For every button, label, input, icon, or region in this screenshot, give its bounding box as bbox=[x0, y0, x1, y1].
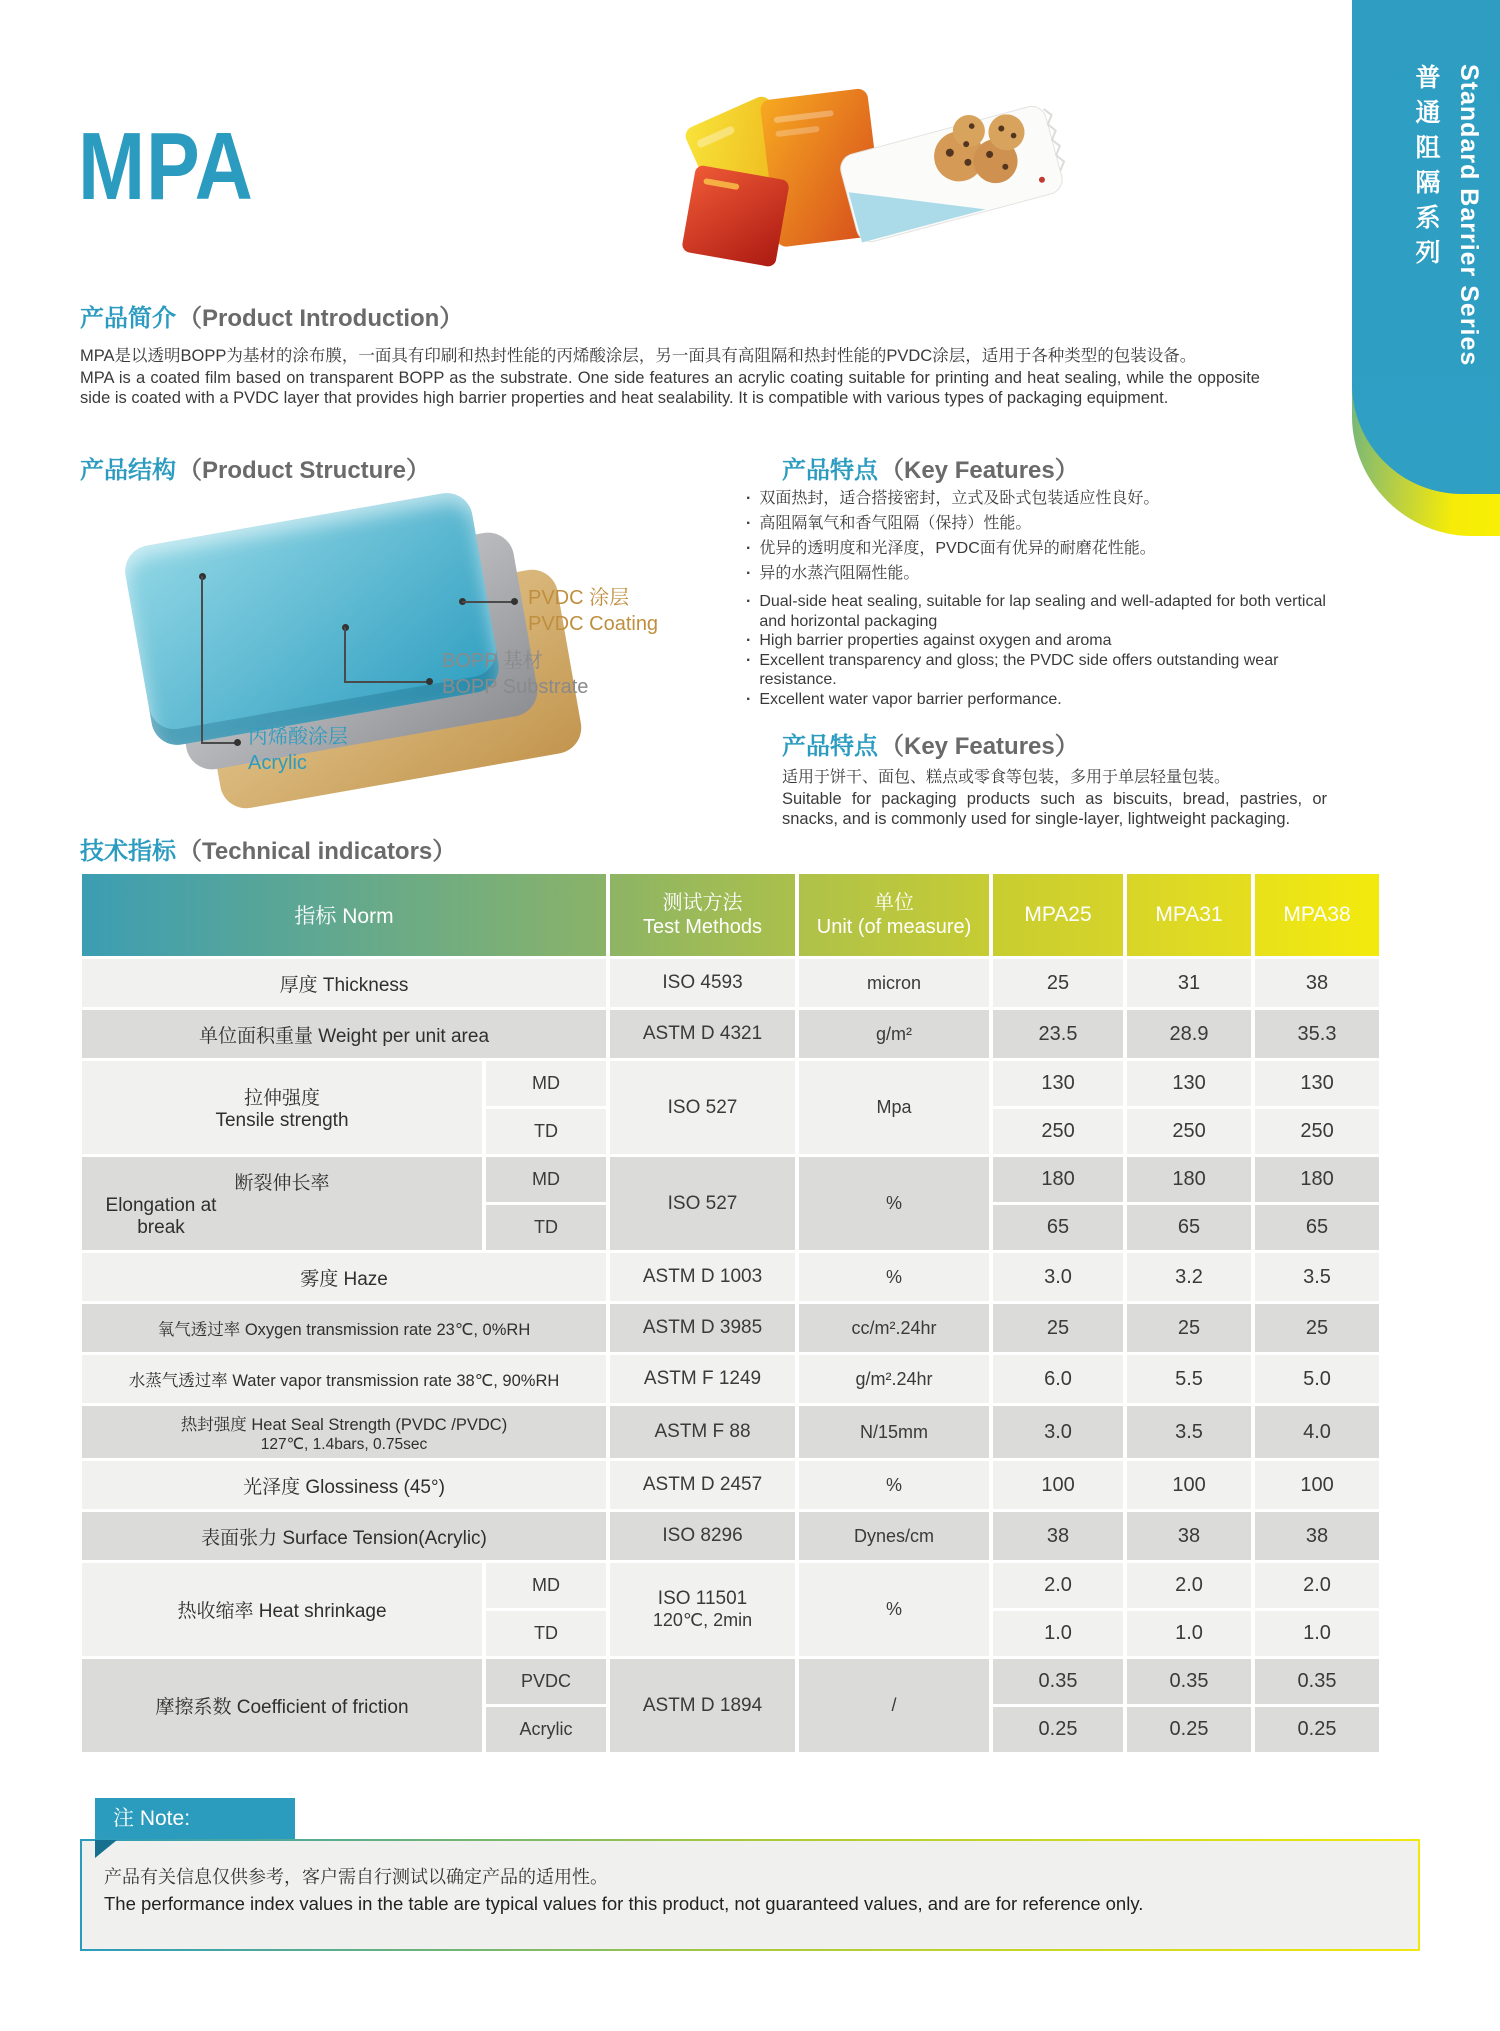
value-mpa38: 1.0 bbox=[1255, 1611, 1379, 1656]
feature-bullet-en: · High barrier properties against oxygen and aroma bbox=[746, 631, 1346, 651]
value-mpa38: 65 bbox=[1255, 1205, 1379, 1250]
table-row-friction-pvdc bbox=[82, 1659, 1379, 1704]
acrylic-label bbox=[248, 724, 348, 776]
page-title: MPA bbox=[78, 113, 254, 220]
feature-bullet-cn: · 高阻隔氧气和香气阻隔（保持）性能。 bbox=[746, 511, 1159, 536]
pvdc-connector-dot-end bbox=[511, 598, 518, 605]
row-label: 光泽度 Glossiness (45°) bbox=[82, 1461, 606, 1509]
row-label: 热收缩率 Heat shrinkage bbox=[82, 1563, 482, 1656]
value-mpa31: 5.5 bbox=[1127, 1355, 1251, 1403]
value-mpa38: 38 bbox=[1255, 959, 1379, 1007]
row-unit: % bbox=[799, 1461, 989, 1509]
table-row-heatseal bbox=[82, 1406, 1379, 1458]
intro-paragraph-en: MPA is a coated film based on transparent BOPP as the substrate. One side features an acrylic coating suitable for printing and heat sealing, while the opposite side is coated with a PVDC layer that provides high barrier properties and heat sealability. It is compatible with various types of packaging equipment. bbox=[80, 369, 1260, 407]
acrylic-label-cn: 丙烯酸涂层 bbox=[248, 726, 348, 748]
structure-heading-en: （Product Structure） bbox=[178, 457, 431, 484]
features2-heading-en: （Key Features） bbox=[880, 733, 1079, 760]
intro-heading-en: （Product Introduction） bbox=[178, 305, 464, 332]
row-method: ISO 4593 bbox=[610, 959, 795, 1007]
note-box bbox=[80, 1839, 1420, 1951]
value-mpa31: 28.9 bbox=[1127, 1010, 1251, 1058]
tech-heading bbox=[80, 831, 456, 866]
row-label-en: Tensile strength bbox=[215, 1110, 349, 1131]
table-row-surface-tension bbox=[82, 1512, 1379, 1560]
table-header-row bbox=[82, 874, 1379, 956]
features2-heading bbox=[782, 726, 1079, 761]
row-method: ASTM D 2457 bbox=[610, 1461, 795, 1509]
row-unit: cc/m².24hr bbox=[799, 1304, 989, 1352]
value-mpa38: 38 bbox=[1255, 1512, 1379, 1560]
row-sub-td: TD bbox=[486, 1611, 606, 1656]
pvdc-label-en: PVDC Coating bbox=[528, 613, 659, 635]
row-label-en: Elongation at break bbox=[105, 1195, 217, 1238]
value-mpa38: 5.0 bbox=[1255, 1355, 1379, 1403]
value-mpa38: 2.0 bbox=[1255, 1563, 1379, 1608]
intro-heading bbox=[80, 298, 463, 333]
value-mpa25: 100 bbox=[993, 1461, 1123, 1509]
row-sub-md: MD bbox=[486, 1157, 606, 1202]
value-mpa31: 130 bbox=[1127, 1061, 1251, 1106]
series-name-cn: 普通阻隔系列 bbox=[1412, 64, 1440, 274]
row-label bbox=[82, 1061, 482, 1154]
row-unit: Dynes/cm bbox=[799, 1512, 989, 1560]
value-mpa31: 0.35 bbox=[1127, 1659, 1251, 1704]
value-mpa31: 100 bbox=[1127, 1461, 1251, 1509]
row-method-line2: 120℃, 2min bbox=[652, 1610, 753, 1630]
header-grade-mpa25: MPA25 bbox=[993, 874, 1123, 956]
header-grade-mpa31: MPA31 bbox=[1127, 874, 1251, 956]
row-label-cn: 拉伸强度 bbox=[243, 1088, 320, 1109]
value-mpa31: 38 bbox=[1127, 1512, 1251, 1560]
acrylic-connector-hline bbox=[201, 742, 237, 744]
note-tab: 注 Note: bbox=[95, 1798, 295, 1839]
intro-heading-cn: 产品简介 bbox=[80, 305, 176, 332]
row-sub-acrylic: Acrylic bbox=[486, 1707, 606, 1752]
row-sub-td: TD bbox=[486, 1109, 606, 1154]
row-label: 水蒸气透过率 Water vapor transmission rate 38℃, 90%RH bbox=[82, 1355, 606, 1403]
value-mpa25: 6.0 bbox=[993, 1355, 1123, 1403]
header-unit-en: Unit (of measure) bbox=[816, 916, 972, 938]
table-row-tensile-md bbox=[82, 1061, 1379, 1106]
series-vertical-text bbox=[1408, 64, 1483, 366]
row-unit: g/m² bbox=[799, 1010, 989, 1058]
pvdc-label-cn: PVDC 涂层 bbox=[528, 587, 630, 609]
value-mpa25: 25 bbox=[993, 959, 1123, 1007]
features1-heading-cn: 产品特点 bbox=[782, 457, 878, 484]
table-row-shrinkage-md bbox=[82, 1563, 1379, 1608]
value-mpa25: 3.0 bbox=[993, 1253, 1123, 1301]
row-method: ASTM D 1003 bbox=[610, 1253, 795, 1301]
row-label-line1: 热封强度 Heat Seal Strength (PVDC /PVDC) bbox=[180, 1415, 508, 1434]
structure-heading-cn: 产品结构 bbox=[80, 457, 176, 484]
features2-text-cn: 适用于饼干、面包、糕点或零食等包装，多用于单层轻量包装。 bbox=[782, 769, 1231, 786]
bopp-label bbox=[442, 648, 588, 700]
table-row-gloss bbox=[82, 1461, 1379, 1509]
value-mpa38: 0.35 bbox=[1255, 1659, 1379, 1704]
row-unit: micron bbox=[799, 959, 989, 1007]
row-label: 厚度 Thickness bbox=[82, 959, 606, 1007]
row-method bbox=[610, 1563, 795, 1656]
value-mpa38: 4.0 bbox=[1255, 1406, 1379, 1458]
row-unit: % bbox=[799, 1157, 989, 1250]
bopp-label-en: BOPP Substrate bbox=[442, 676, 589, 698]
intro-paragraph-cn: MPA是以透明BOPP为基材的涂布膜，一面具有印刷和热封性能的丙烯酸涂层，另一面具有高阻隔和热封性能的PVDC涂层，适用于各种类型的包装设备。 bbox=[80, 347, 1197, 365]
row-method: ASTM D 4321 bbox=[610, 1010, 795, 1058]
value-mpa38: 0.25 bbox=[1255, 1707, 1379, 1752]
row-method: ISO 527 bbox=[610, 1061, 795, 1154]
acrylic-connector-vline bbox=[201, 576, 203, 744]
value-mpa31: 31 bbox=[1127, 959, 1251, 1007]
value-mpa31: 180 bbox=[1127, 1157, 1251, 1202]
value-mpa31: 2.0 bbox=[1127, 1563, 1251, 1608]
row-method: ISO 527 bbox=[610, 1157, 795, 1250]
pvdc-connector-line bbox=[462, 601, 514, 603]
tech-heading-en: （Technical indicators） bbox=[178, 838, 457, 865]
value-mpa25: 250 bbox=[993, 1109, 1123, 1154]
value-mpa31: 3.2 bbox=[1127, 1253, 1251, 1301]
feature-bullet-cn: · 双面热封，适合搭接密封，立式及卧式包装适应性良好。 bbox=[746, 486, 1159, 511]
tech-heading-cn: 技术指标 bbox=[80, 838, 176, 865]
value-mpa25: 23.5 bbox=[993, 1010, 1123, 1058]
row-label: 雾度 Haze bbox=[82, 1253, 606, 1301]
row-sub-pvdc: PVDC bbox=[486, 1659, 606, 1704]
value-mpa38: 100 bbox=[1255, 1461, 1379, 1509]
row-sub-td: TD bbox=[486, 1205, 606, 1250]
value-mpa25: 25 bbox=[993, 1304, 1123, 1352]
header-unit-cn: 单位 bbox=[874, 892, 915, 914]
product-photo bbox=[665, 52, 1075, 270]
value-mpa25: 180 bbox=[993, 1157, 1123, 1202]
row-method: ISO 8296 bbox=[610, 1512, 795, 1560]
header-method-en: Test Methods bbox=[643, 916, 762, 938]
feature-bullet-en: · Dual-side heat sealing, suitable for lap sealing and well-adapted for both vertical and horizontal packaging bbox=[746, 592, 1346, 631]
row-unit: / bbox=[799, 1659, 989, 1752]
value-mpa31: 3.5 bbox=[1127, 1406, 1251, 1458]
features2-text-en: Suitable for packaging products such as biscuits, bread, pastries, or snacks, and is commonly used for single-layer, lightweight packaging. bbox=[782, 790, 1327, 828]
row-sub-md: MD bbox=[486, 1061, 606, 1106]
acrylic-connector-dot-end bbox=[234, 739, 241, 746]
pvdc-label bbox=[528, 585, 658, 637]
bopp-connector-vline bbox=[344, 627, 346, 683]
value-mpa25: 0.35 bbox=[993, 1659, 1123, 1704]
value-mpa25: 130 bbox=[993, 1061, 1123, 1106]
row-label bbox=[82, 1406, 606, 1458]
row-label: 表面张力 Surface Tension(Acrylic) bbox=[82, 1512, 606, 1560]
bopp-connector-hline bbox=[344, 681, 428, 683]
spec-table bbox=[78, 871, 1383, 1755]
table-row-elongation-md bbox=[82, 1157, 1379, 1202]
value-mpa25: 3.0 bbox=[993, 1406, 1123, 1458]
row-unit: N/15mm bbox=[799, 1406, 989, 1458]
row-method: ASTM F 88 bbox=[610, 1406, 795, 1458]
row-method-line1: ISO 11501 bbox=[657, 1588, 748, 1609]
row-method: ASTM D 1894 bbox=[610, 1659, 795, 1752]
value-mpa25: 2.0 bbox=[993, 1563, 1123, 1608]
value-mpa31: 1.0 bbox=[1127, 1611, 1251, 1656]
row-unit: g/m².24hr bbox=[799, 1355, 989, 1403]
row-unit: Mpa bbox=[799, 1061, 989, 1154]
value-mpa25: 1.0 bbox=[993, 1611, 1123, 1656]
header-method-cn: 测试方法 bbox=[662, 892, 743, 914]
value-mpa38: 25 bbox=[1255, 1304, 1379, 1352]
value-mpa31: 250 bbox=[1127, 1109, 1251, 1154]
value-mpa31: 65 bbox=[1127, 1205, 1251, 1250]
feature-bullet-en: · Excellent water vapor barrier performance. bbox=[746, 690, 1346, 710]
header-norm: 指标 Norm bbox=[82, 874, 606, 956]
snack-bag-red bbox=[681, 164, 790, 267]
features2-heading-cn: 产品特点 bbox=[782, 733, 878, 760]
series-name-en: Standard Barrier Series bbox=[1455, 64, 1483, 367]
structure-heading bbox=[80, 450, 430, 485]
value-mpa31: 25 bbox=[1127, 1304, 1251, 1352]
value-mpa25: 38 bbox=[993, 1512, 1123, 1560]
bopp-label-cn: BOPP 基材 bbox=[442, 650, 543, 672]
table-row-thickness bbox=[82, 959, 1379, 1007]
value-mpa25: 65 bbox=[993, 1205, 1123, 1250]
row-sub-md: MD bbox=[486, 1563, 606, 1608]
spec-table-wrapper bbox=[78, 871, 1383, 1755]
table-row-otr bbox=[82, 1304, 1379, 1352]
note-fold-triangle bbox=[95, 1840, 117, 1858]
table-row-haze bbox=[82, 1253, 1379, 1301]
features1-bullets-en bbox=[746, 592, 1346, 709]
acrylic-label-en: Acrylic bbox=[248, 752, 307, 774]
value-mpa38: 250 bbox=[1255, 1109, 1379, 1154]
feature-bullet-cn: · 优异的透明度和光泽度，PVDC面有优异的耐磨花性能。 bbox=[746, 536, 1159, 561]
value-mpa38: 180 bbox=[1255, 1157, 1379, 1202]
value-mpa38: 130 bbox=[1255, 1061, 1379, 1106]
note-text-cn: 产品有关信息仅供参考，客户需自行测试以确定产品的适用性。 bbox=[104, 1867, 608, 1887]
row-label-cn: 断裂伸长率 bbox=[234, 1173, 330, 1194]
note-text-en: The performance index values in the table are typical values for this product, not guaranteed values, and are for reference only. bbox=[104, 1893, 1144, 1914]
value-mpa38: 35.3 bbox=[1255, 1010, 1379, 1058]
row-label-line2: 127℃, 1.4bars, 0.75sec bbox=[260, 1435, 428, 1453]
row-label: 摩擦系数 Coefficient of friction bbox=[82, 1659, 482, 1752]
row-unit: % bbox=[799, 1253, 989, 1301]
table-row-wvtr bbox=[82, 1355, 1379, 1403]
row-method: ASTM F 1249 bbox=[610, 1355, 795, 1403]
features1-heading bbox=[782, 450, 1079, 485]
row-unit: % bbox=[799, 1563, 989, 1656]
header-grade-mpa38: MPA38 bbox=[1255, 874, 1379, 956]
value-mpa25: 0.25 bbox=[993, 1707, 1123, 1752]
value-mpa31: 0.25 bbox=[1127, 1707, 1251, 1752]
row-method: ASTM D 3985 bbox=[610, 1304, 795, 1352]
table-row-weight bbox=[82, 1010, 1379, 1058]
feature-bullet-cn: · 异的水蒸汽阻隔性能。 bbox=[746, 561, 1159, 586]
cookie-flowpack bbox=[835, 94, 1071, 245]
row-label: 单位面积重量 Weight per unit area bbox=[82, 1010, 606, 1058]
row-label bbox=[82, 1157, 482, 1250]
row-label: 氧气透过率 Oxygen transmission rate 23℃, 0%RH bbox=[82, 1304, 606, 1352]
features1-heading-en: （Key Features） bbox=[880, 457, 1079, 484]
bopp-connector-dot-end bbox=[426, 678, 433, 685]
value-mpa38: 3.5 bbox=[1255, 1253, 1379, 1301]
header-test-methods bbox=[610, 874, 795, 956]
features1-bullets-cn bbox=[746, 486, 1159, 586]
header-unit bbox=[799, 874, 989, 956]
feature-bullet-en: · Excellent transparency and gloss; the PVDC side offers outstanding wear resistance. bbox=[746, 651, 1346, 690]
